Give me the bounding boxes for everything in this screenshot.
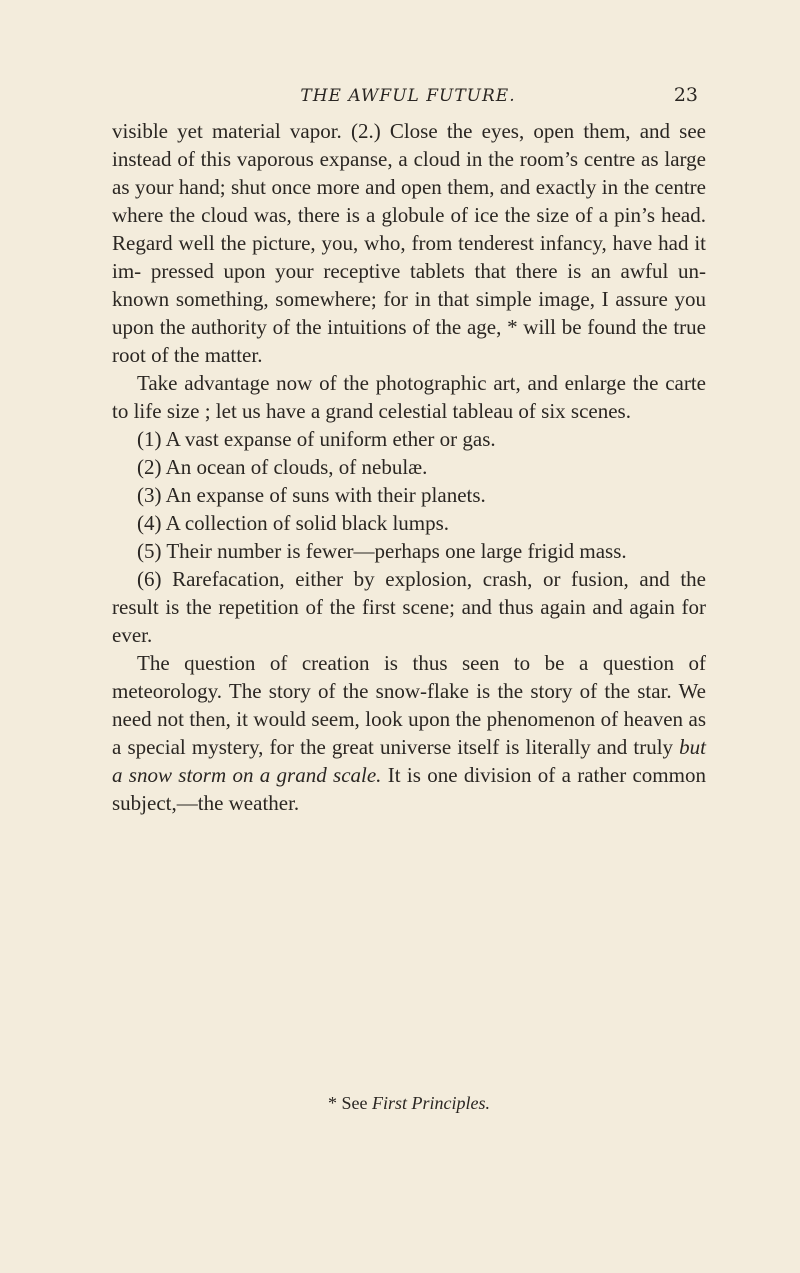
list-item: (5) Their number is fewer—perhaps one large frigid mass.	[137, 539, 627, 563]
running-title: THE AWFUL FUTURE.	[300, 86, 516, 106]
page-header	[118, 82, 698, 112]
list-item: (2) An ocean of clouds, of nebulæ.	[137, 455, 428, 479]
footnote	[112, 1093, 706, 1114]
footnote-title: First Principles.	[372, 1093, 490, 1113]
body-text	[112, 117, 706, 817]
paragraph-3-italic: but a snow storm on a grand scale.	[112, 735, 706, 787]
page-number: 23	[673, 84, 698, 106]
paragraph-2: Take advantage now of the photographic art, and enlarge the carte to life size ; let us have a grand celestial tableau of six scenes.	[112, 371, 706, 423]
list-item: (1) A vast expanse of uniform ether or gas.	[137, 427, 496, 451]
list-item: (3) An expanse of suns with their planets.	[137, 483, 486, 507]
paragraph-3-end: It is one division of a rather common subject,—the weather.	[112, 763, 706, 815]
paragraph-1: visible yet material vapor. (2.) Close the eyes, open them, and see instead of this vaporous expanse, a cloud in the room’s centre as large as your hand; shut once more and open them, and exactly in the centre where the cloud was, there is a globule of ice the size of a pin’s head. Regard well the picture, you, who, from tenderest infancy, have had it im- pressed upon your receptive tablets that there is an awful un- known something, somewhere; for in that simple image, I assure you upon the authority of the intuitions of the age, * will be found the true root of the matter.	[112, 119, 706, 367]
paragraph-3-start: The question of creation is thus seen to be a question of meteorology. The story of the snow-flake is the story of the star. We need not then, it would seem, look upon the phenomenon of heaven as a special mystery, for the great universe itself is literally and truly	[112, 651, 706, 759]
list-item: (4) A collection of solid black lumps.	[137, 511, 450, 535]
footnote-marker: * See	[328, 1093, 372, 1113]
paragraph-3	[112, 649, 706, 817]
list-item: (6) Rarefacation, either by explosion, crash, or fusion, and the result is the repetition of the first scene; and thus again and again for ever.	[112, 567, 706, 647]
